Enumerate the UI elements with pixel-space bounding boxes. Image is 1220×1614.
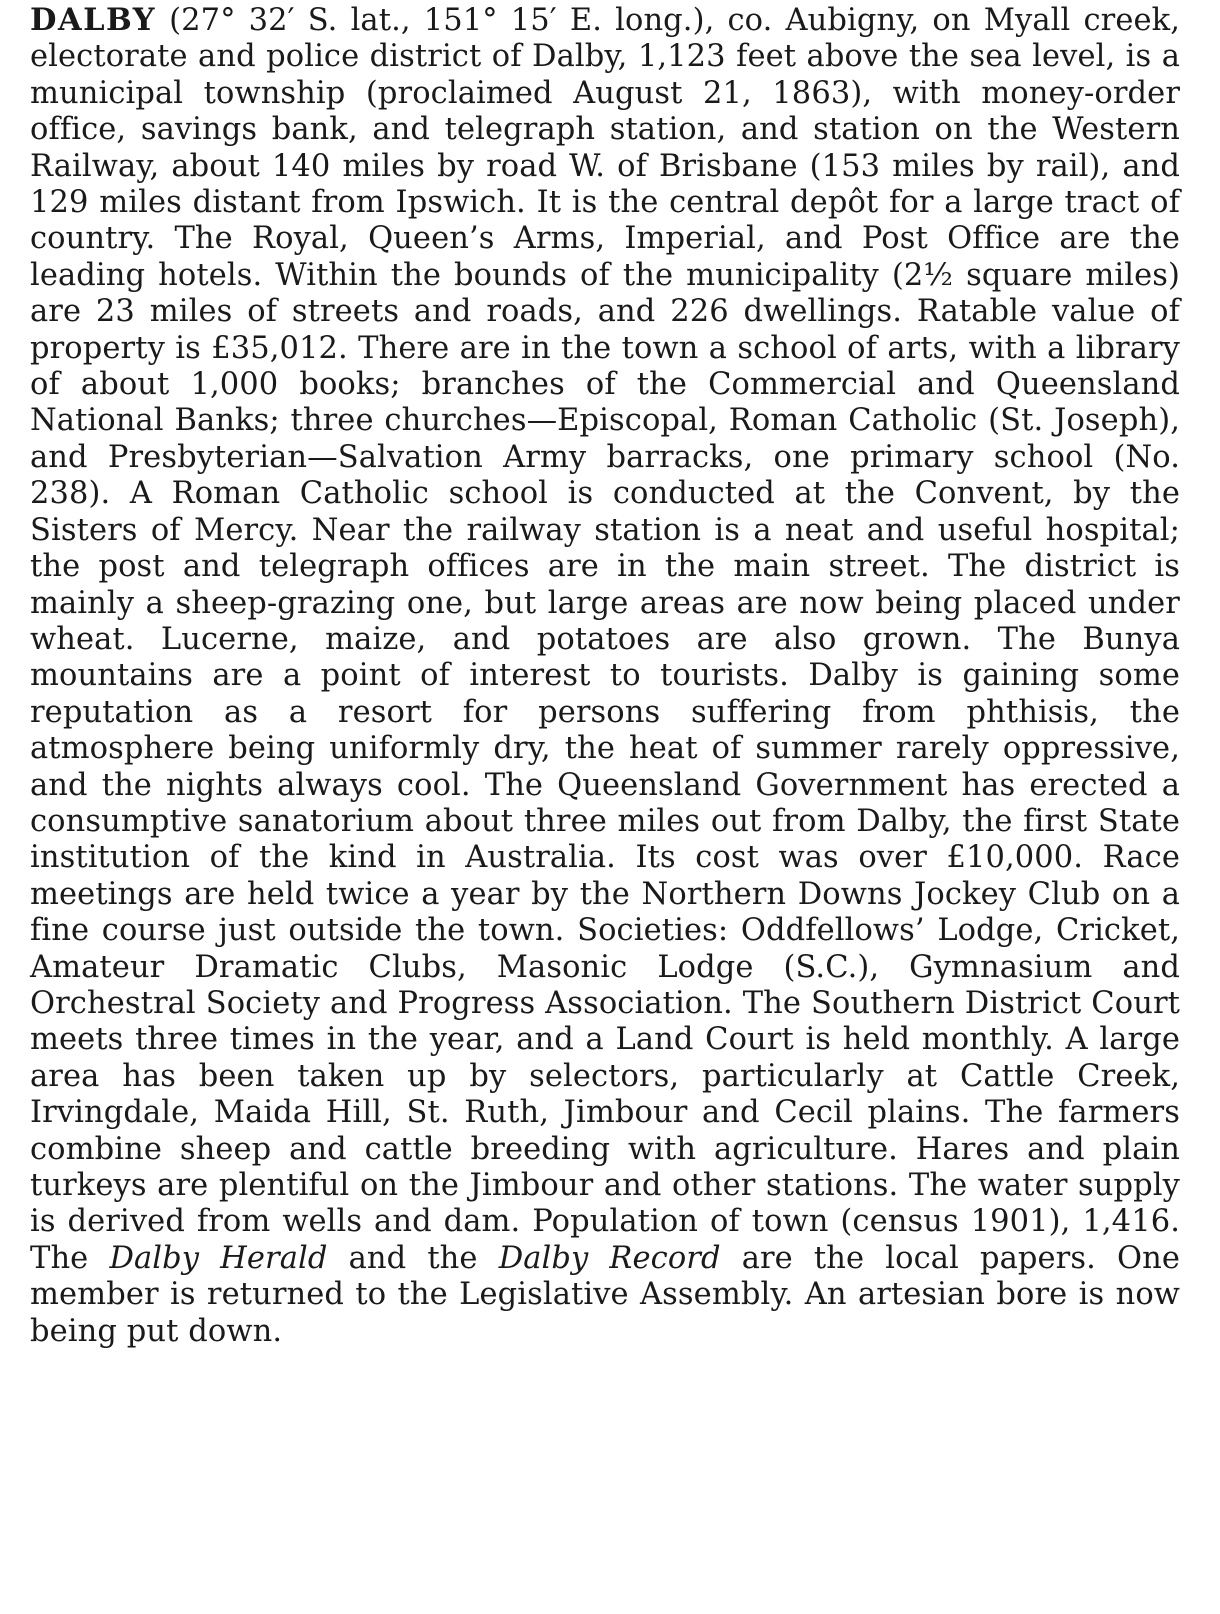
entry-text-part-2: and the [327,1240,499,1276]
entry-text-part-3: are the local papers. One member is returned to the Legislative Assembly. An artesian bore is now being put down. [30,1240,1181,1349]
entry-heading: DALBY [30,2,157,38]
entry-text-part-1: (27° 32′ S. lat., 151° 15′ E. long.), co. Aubigny, on Myall creek, electorate and police district of Dalby, 1,123 feet above the sea level, is a municipal township (proclaimed August 21, 1863), with money-order office, savings bank, and telegraph station, and station on the Western Railway, about 140 miles by road W. of Brisbane (153 miles by rail), and 129 miles distant from Ipswich. It is the central depôt for a large tract of country. The Royal, Queen’s Arms, Imperial, and Post Office are the leading hotels. Within the bounds of the municipality (2½ square miles) are 23 miles of streets and roads, and 226 dwellings. Ratable value of property is £35,012. There are in the town a school of arts, with a library of about 1,000 books; branches of the Commercial and Queensland National Banks; three churches—Episcopal, Roman Catholic (St. Joseph), and Presbyterian—Salvation Army barracks, one primary school (No. 238). A Roman Catholic school is conducted at the Convent, by the Sisters of Mercy. Near the railway station is a neat and useful hospital; the post and telegraph offices are in the main street. The district is mainly a sheep-grazing one, but large areas are now being placed under wheat. Lucerne, maize, and potatoes are also grown. The Bunya mountains are a point of interest to tourists. Dalby is gaining some reputation as a resort for persons suffering from phthisis, the atmosphere being uniformly dry, the heat of summer rarely oppressive, and the nights always cool. The Queensland Government has erected a consumptive sanatorium about three miles out from Dalby, the first State institution of the kind in Australia. Its cost was over £10,000. Race meetings are held twice a year by the Northern Downs Jockey Club on a fine course just outside the town. Societies: Oddfellows’ Lodge, Cricket, Amateur Dramatic Clubs, Masonic Lodge (S.C.), Gymnasium and Orchestral Society and Progress Association. The Southern District Court meets three times in the year, and a Land Court is held monthly. A large area has been taken up by selectors, particularly at Cattle Creek, Irvingdale, Maida Hill, St. Ruth, Jimbour and Cecil plains. The farmers combine sheep and cattle breeding with agriculture. Hares and plain turkeys are plentiful on the Jimbour and other stations. The water supply is derived from wells and dam. Population of town (census 1901), 1,416. The [30,3,1180,1276]
gazetteer-entry [30,2,1180,1350]
newspaper-title-1: Dalby Herald [109,1240,328,1276]
newspaper-title-2: Dalby Record [498,1240,721,1276]
